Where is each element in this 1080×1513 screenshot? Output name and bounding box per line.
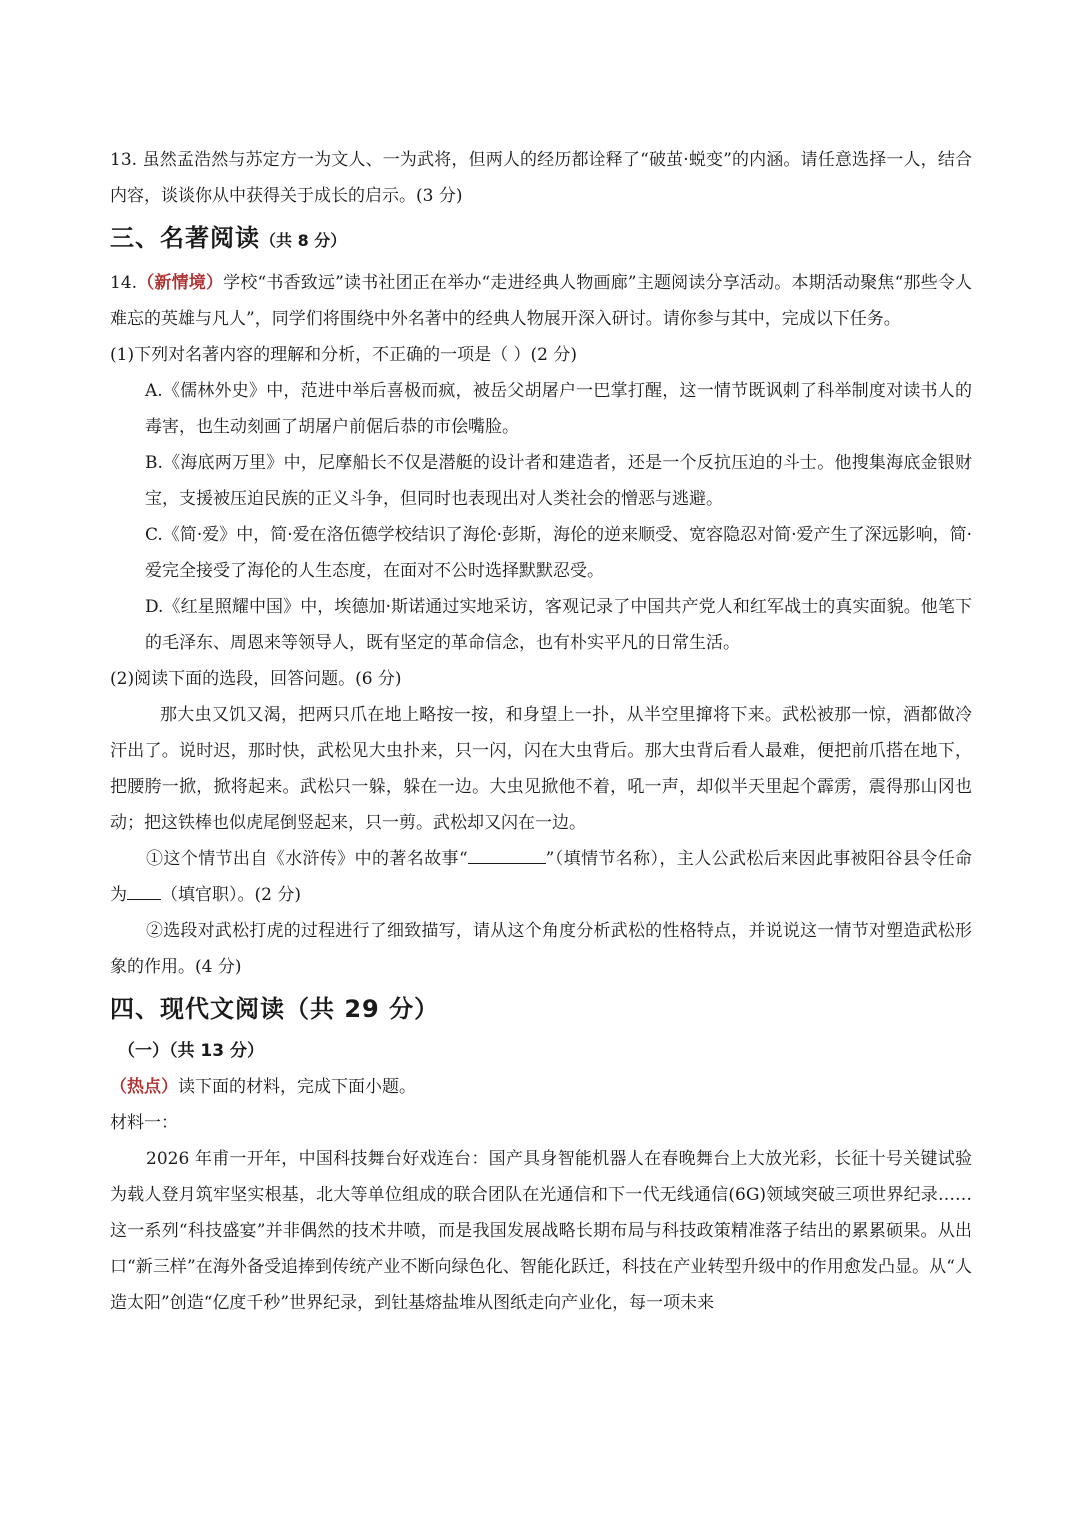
question-14-sub1: (1)下列对名著内容的理解和分析，不正确的一项是（ ）(2 分) bbox=[110, 345, 577, 365]
question-14-text: 学校“书香致远”读书社团正在举办“走进经典人物画廊”主题阅读分享活动。本期活动聚焦“那些令人难忘的英雄与凡人”，同学们将围绕中外名著中的经典人物展开深入研讨。请你参与其中，完成以下任务。 bbox=[110, 273, 973, 329]
section-3-heading bbox=[110, 216, 972, 263]
story-name-blank[interactable] bbox=[468, 845, 546, 864]
sub-question-2: ②选段对武松打虎的过程进行了细致描写，请从这个角度分析武松的性格特点，并说说这一情节对塑造武松形象的作用。(4 分) bbox=[110, 921, 972, 977]
section-4-heading: 四、现代文阅读（共 29 分） bbox=[110, 995, 440, 1023]
question-14-sub2: (2)阅读下面的选段，回答问题。(6 分) bbox=[110, 669, 402, 689]
option-a: A.《儒林外史》中，范进中举后喜极而疯，被岳父胡屠户一巴掌打醒，这一情节既讽刺了科举制度对读书人的毒害，也生动刻画了胡屠户前倨后恭的市侩嘴脸。 bbox=[145, 381, 972, 437]
section-3-points: （共 8 分） bbox=[260, 231, 347, 250]
question-13: 13. 虽然孟浩然与苏定方一为文人、一为武将，但两人的经历都诠释了“破茧·蜕变”的内涵。请任意选择一人，结合内容，谈谈你从中获得关于成长的启示。(3 分) bbox=[110, 150, 972, 206]
new-context-tag: （新情境） bbox=[137, 273, 224, 293]
hot-topic-line bbox=[110, 1069, 972, 1105]
option-d: D.《红星照耀中国》中，埃德加·斯诺通过实地采访，客观记录了中国共产党人和红军战士的真实面貌。他笔下的毛泽东、周恩来等领导人，既有坚定的革命信念，也有朴实平凡的日常生活。 bbox=[145, 597, 972, 653]
sub-question-1-part-c: （填官职）。(2 分) bbox=[161, 885, 301, 905]
hot-topic-tag: （热点） bbox=[110, 1077, 178, 1097]
question-14-intro bbox=[110, 265, 972, 337]
sub-question-1-part-a: ①这个情节出自《水浒传》中的著名故事“ bbox=[146, 849, 468, 869]
hot-topic-instruction: 读下面的材料，完成下面小题。 bbox=[178, 1077, 416, 1097]
option-c: C.《简·爱》中，简·爱在洛伍德学校结识了海伦·彭斯，海伦的逆来顺受、宽容隐忍对简·爱产生了深远影响，简·爱完全接受了海伦的人生态度，在面对不公时选择默默忍受。 bbox=[145, 525, 972, 581]
official-title-blank[interactable] bbox=[127, 881, 161, 900]
material-1-label: 材料一： bbox=[110, 1113, 178, 1133]
sub-question-1 bbox=[110, 841, 972, 913]
excerpt-passage: 那大虫又饥又渴，把两只爪在地上略按一按，和身望上一扑，从半空里撺将下来。武松被那一惊，酒都做冷汗出了。说时迟，那时快，武松见大虫扑来，只一闪，闪在大虫背后。那大虫背后看人最难，便把前爪搭在地下，把腰胯一掀，掀将起来。武松只一躲，躲在一边。大虫见掀他不着，吼一声，却似半天里起个霹雳，震得那山冈也动；把这铁棒也似虎尾倒竖起来，只一剪。武松却又闪在一边。 bbox=[110, 705, 972, 833]
sub-question-1-part-b: ”（填情节名称），主人公武松后来因此事被阳谷县令任命为 bbox=[110, 849, 972, 905]
section-3-title: 三、名著阅读 bbox=[110, 224, 260, 252]
question-14-number: 14. bbox=[110, 273, 138, 293]
option-b: B.《海底两万里》中，尼摩船长不仅是潜艇的设计者和建造者，还是一个反抗压迫的斗士。他搜集海底金银财宝，支援被压迫民族的正义斗争，但同时也表现出对人类社会的憎恶与逃避。 bbox=[145, 453, 972, 509]
part-1-heading: （一）（共 13 分） bbox=[118, 1041, 264, 1061]
material-1-text: 2026 年甫一开年，中国科技舞台好戏连台：国产具身智能机器人在春晚舞台上大放光彩，长征十号关键试验为载人登月筑牢坚实根基，北大等单位组成的联合团队在光通信和下一代无线通信(6G)领域突破三项世界纪录……这一系列“科技盛宴”并非偶然的技术井喷，而是我国发展战略长期布局与科技政策精准落子结出的累累硕果。从出口“新三样”在海外备受追捧到传统产业不断向绿色化、智能化跃迁，科技在产业转型升级中的作用愈发凸显。从“人造太阳”创造“亿度千秒”世界纪录，到钍基熔盐堆从图纸走向产业化，每一项未来 bbox=[110, 1149, 972, 1313]
